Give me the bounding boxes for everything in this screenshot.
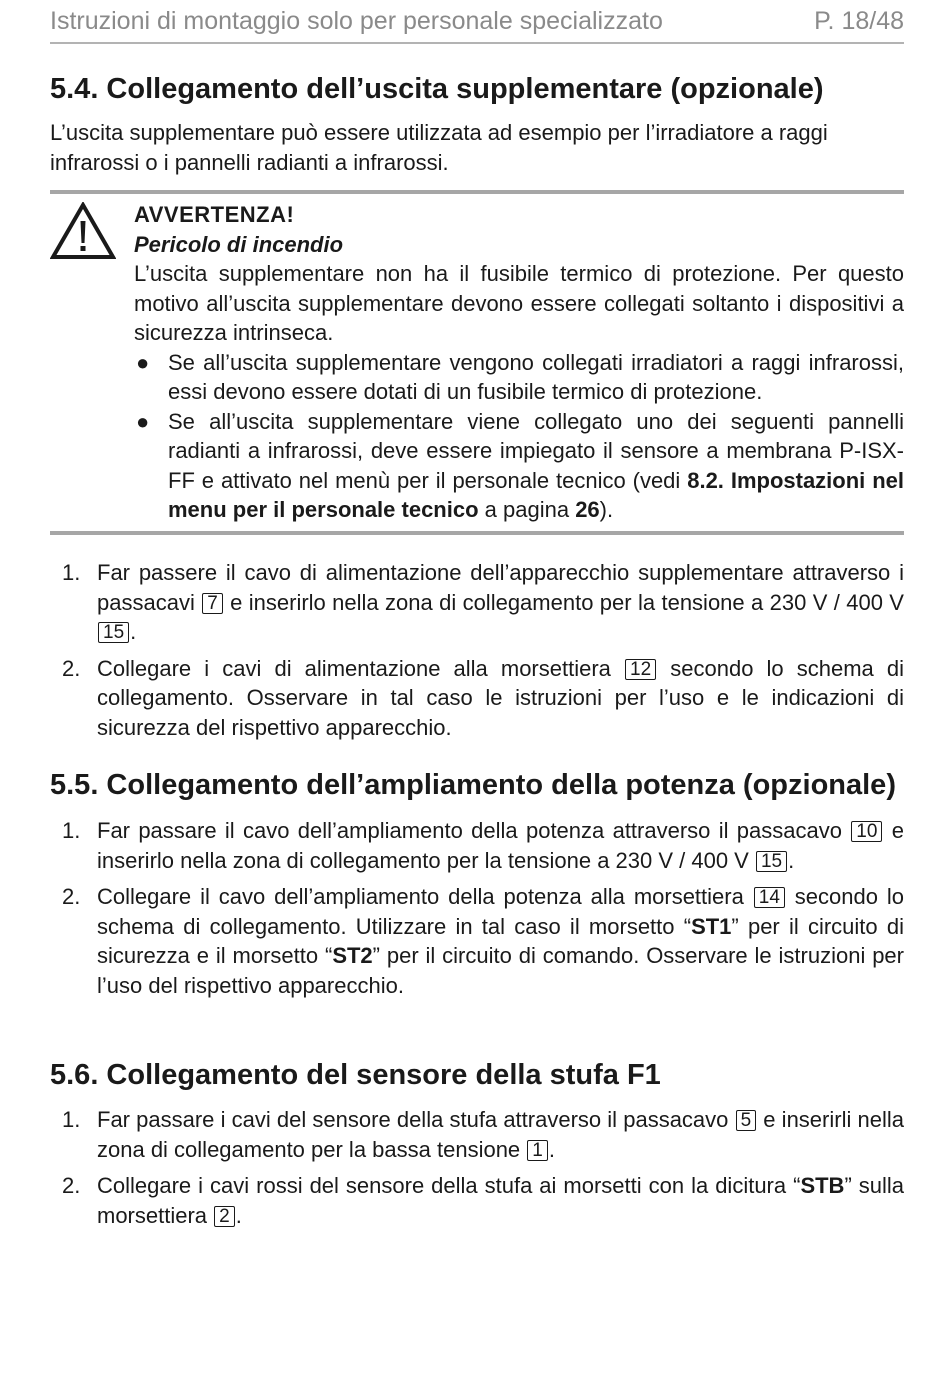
terminal-label: ST2: [332, 943, 373, 968]
warning-subtitle: Pericolo di incendio: [134, 231, 344, 257]
section-intro: L’uscita supplementare può essere utilizzata ad esempio per l’irradiatore a raggi infrarossi o i pannelli radianti a infrarossi.: [50, 120, 828, 175]
warning-bullet: [134, 407, 904, 525]
bullet-text: Se all’uscita supplementare vengono collegati irradiatori a raggi infrarossi, essi devono essere dotati di un fusibile termico di protezione.: [168, 349, 904, 404]
warning-title: AVVERTENZA!: [134, 202, 295, 227]
terminal-label: STB: [800, 1173, 845, 1198]
step-number: 2.: [62, 655, 81, 681]
section-heading-5-5: 5.5. Collegamento dell’ampliamento della potenza (opzionale): [50, 769, 896, 801]
list-item: [50, 1171, 904, 1230]
callout-number: 2: [214, 1206, 235, 1227]
step-text: ” per il circuito di sicurezza e il morsetto “: [97, 913, 904, 968]
step-text: e inserirlo nella zona di collegamento per la tensione a 230 V / 400 V: [97, 818, 904, 873]
terminal-label: ST1: [691, 913, 732, 939]
steps-5-6: [50, 1105, 904, 1237]
step-text: .: [130, 619, 137, 644]
step-text: ” per il circuito di comando. Osservare le istruzioni per l’uso del rispettivo apparecchio.: [97, 943, 904, 998]
step-text: .: [235, 1202, 242, 1228]
step-number: 1.: [62, 560, 81, 585]
warning-text: L’uscita supplementare non ha il fusibile termico di protezione. Per questo motivo all’uscita supplementare devono essere collegati soltanto i dispositivi a sicurezza intrinseca.: [134, 261, 904, 345]
callout-number: 15: [98, 622, 129, 643]
step-text: .: [548, 1136, 555, 1162]
steps-5-4: [50, 558, 904, 749]
warning-content: [134, 200, 904, 525]
bullet-text: Se all’uscita supplementare viene collegato uno dei seguenti pannelli radianti a infrarossi, deve essere impiegato il sensore a membrana P-ISX-FF e attivato nel menù per il personale tecnico (vedi: [168, 408, 904, 493]
list-item: [50, 654, 904, 743]
bullet-dot: ●: [136, 408, 150, 434]
step-text: Collegare i cavi di alimentazione alla morsettiera: [97, 655, 625, 681]
step-text: Collegare il cavo dell’ampliamento della potenza alla morsettiera: [97, 884, 753, 909]
page-number: P. 18/48: [814, 6, 904, 35]
cross-reference: 8.2. Impostazioni nel menu per il personale tecnico: [168, 467, 904, 522]
warning-bottom-rule: [50, 531, 904, 535]
callout-number: 5: [736, 1110, 757, 1131]
list-item: [50, 558, 904, 647]
section-heading-5-6: 5.6. Collegamento del sensore della stufa F1: [50, 1059, 661, 1091]
callout-number: 12: [625, 659, 656, 680]
step-text: Far passare i cavi del sensore della stufa attraverso il passacavo: [97, 1107, 735, 1132]
step-text: Collegare i cavi rossi del sensore della stufa ai morsetti con la dicitura “: [97, 1173, 801, 1198]
running-header: [50, 4, 904, 38]
warning-bullets: [134, 348, 904, 525]
callout-number: 10: [851, 821, 882, 842]
step-text: secondo lo schema di collegamento. Utilizzare in tal caso il morsetto “: [97, 884, 904, 939]
step-text: Far passare il cavo dell’ampliamento della potenza attraverso il passacavo: [97, 818, 851, 843]
section-heading-5-4: 5.4. Collegamento dell’uscita supplementare (opzionale): [50, 73, 824, 105]
bullet-dot: ●: [136, 349, 150, 375]
warning-top-rule: [50, 190, 904, 194]
list-item: [50, 1105, 904, 1164]
header-title: Istruzioni di montaggio solo per personale specializzato: [50, 6, 663, 35]
step-text: secondo lo schema di collegamento. Osservare in tal caso le istruzioni per l’uso e le indicazioni di sicurezza del rispettivo apparecchio.: [97, 655, 904, 740]
bullet-text: ).: [599, 497, 614, 522]
step-number: 2.: [62, 1173, 81, 1198]
bullet-text: a pagina: [478, 497, 576, 522]
warning-bullet: [134, 348, 904, 407]
step-text: .: [788, 847, 795, 873]
header-rule: [50, 42, 904, 44]
step-number: 1.: [62, 818, 81, 843]
callout-number: 7: [202, 593, 223, 614]
warning-triangle-icon: [50, 202, 116, 260]
step-text: Far passere il cavo di alimentazione dell’apparecchio supplementare attraverso i passacavi: [97, 560, 904, 615]
step-number: 2.: [62, 884, 81, 909]
list-item: [50, 882, 904, 1000]
step-text: ” sulla morsettiera: [97, 1173, 904, 1228]
step-number: 1.: [62, 1107, 81, 1132]
steps-5-5: [50, 816, 904, 1007]
callout-number: 15: [756, 851, 787, 872]
page-reference: 26: [575, 497, 600, 522]
callout-number: 1: [527, 1140, 548, 1161]
step-text: e inserirli nella zona di collegamento per la bassa tensione: [97, 1107, 904, 1162]
step-text: e inserirlo nella zona di collegamento per la tensione a 230 V / 400 V: [223, 589, 904, 615]
callout-number: 14: [754, 887, 785, 908]
list-item: [50, 816, 904, 875]
